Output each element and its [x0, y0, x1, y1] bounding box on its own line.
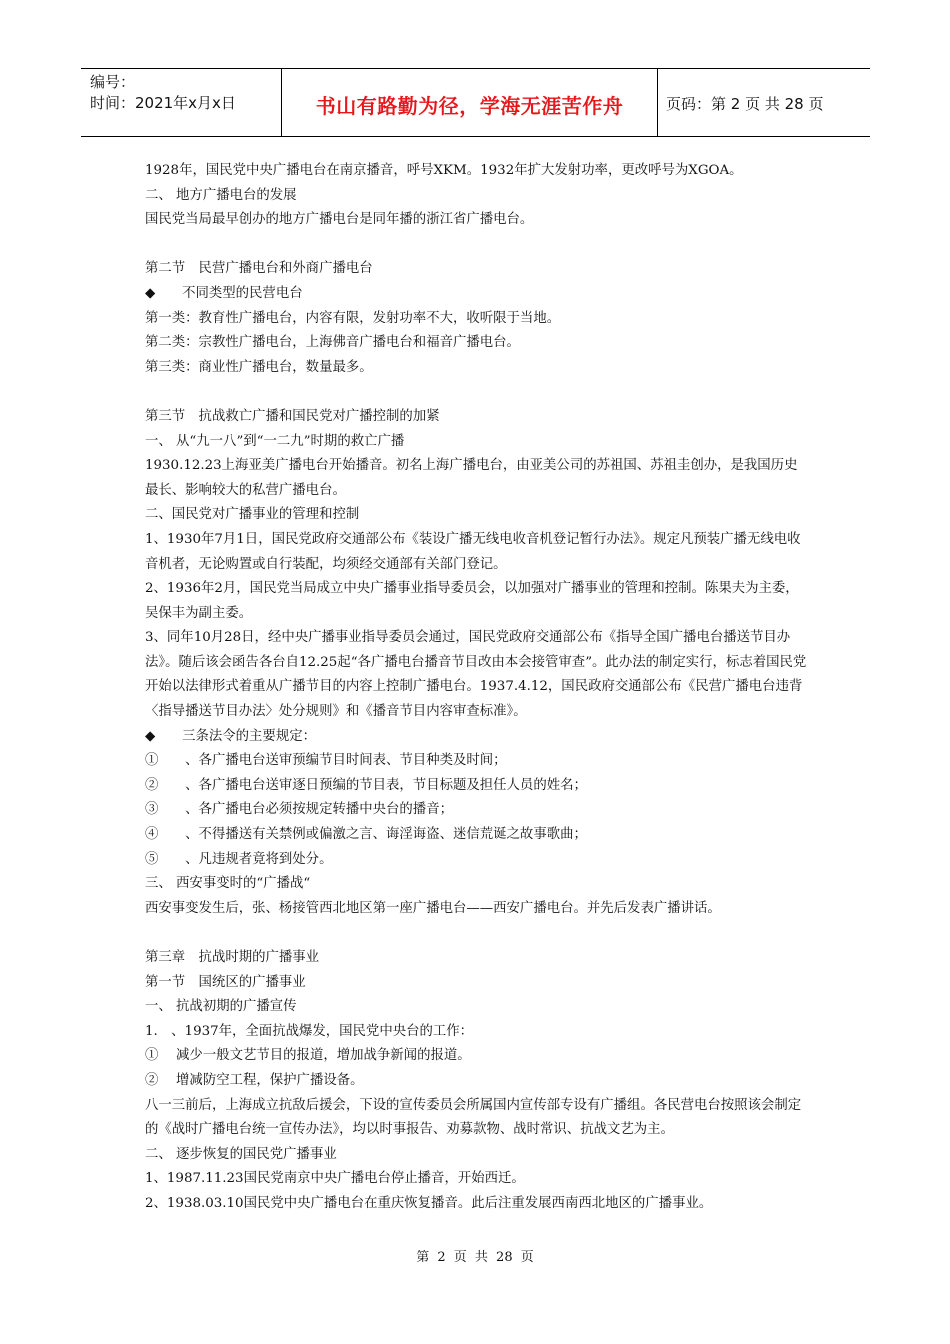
- header-page-number: 页码：第 2 页 共 28 页: [666, 95, 824, 113]
- paragraph: 1. 、1937年，全面抗战爆发，国民党中央台的工作：: [145, 1023, 474, 1039]
- paragraph: 第二类：宗教性广播电台，上海佛音广播电台和福音广播电台。: [145, 335, 520, 351]
- header-motto: 书山有路勤为径，学海无涯苦作舟: [282, 69, 658, 136]
- paragraph: 1930.12.23上海亚美广播电台开始播音。初名上海广播电台，由亚美公司的苏祖国、苏祖圭创办，是我国历史最长、影响较大的私营广播电台。: [145, 458, 798, 498]
- section-heading: 第二节 民营广播电台和外商广播电台: [145, 261, 373, 277]
- page-header: [81, 68, 870, 137]
- list-item: ② 增减防空工程，保护广播设备。: [145, 1072, 364, 1088]
- list-item: ② 、各广播电台送审逐日预编的节目表，节目标题及担任人员的姓名；: [145, 777, 587, 793]
- list-item: ④ 、不得播送有关禁例或偏激之言、诲淫诲盗、迷信荒诞之故事歌曲；: [145, 827, 587, 843]
- blank-line: [145, 233, 809, 258]
- paragraph: 国民党当局最早创办的地方广播电台是同年播的浙江省广播电台。: [145, 212, 534, 228]
- section-heading: 一、 从“九一八”到“一二九”时期的救亡广播: [145, 433, 405, 449]
- bullet-heading: ◆ 三条法令的主要规定：: [145, 728, 316, 744]
- paragraph: 2、1936年2月，国民党当局成立中央广播事业指导委员会，以加强对广播事业的管理和控制。陈果夫为主委，吴保丰为副主委。: [145, 581, 799, 621]
- section-heading: 二、 地方广播电台的发展: [145, 187, 297, 203]
- section-heading: 一、 抗战初期的广播宣传: [145, 999, 297, 1015]
- section-heading: 三、 西安事变时的“广播战“: [145, 876, 311, 892]
- list-item: ③ 、各广播电台必须按规定转播中央台的播音；: [145, 802, 453, 818]
- blank-line: [145, 380, 809, 405]
- paragraph: 1928年，国民党中央广播电台在南京播音，呼号XKM。1932年扩大发射功率，更改呼号为XGOA。: [145, 163, 743, 178]
- header-meta: [81, 69, 282, 136]
- paragraph: 八一三前后，上海成立抗敌后援会，下设的宣传委员会所属国内宣传部专设有广播组。各民营电台按照该会制定的《战时广播电台统一宣传办法》，均以时事报告、劝募款物、战时常识、抗战文艺为主。: [145, 1097, 802, 1138]
- document-body: [145, 159, 809, 1217]
- list-item: ⑤ 、凡违规者竟将到处分。: [145, 851, 333, 867]
- section-heading: 二、 逐步恢复的国民党广播事业: [145, 1146, 337, 1162]
- paragraph: 西安事变发生后，张、杨接管西北地区第一座广播电台——西安广播电台。并先后发表广播讲话。: [145, 900, 721, 916]
- document-number-label: 编号：: [90, 73, 136, 91]
- blank-line: [145, 921, 809, 946]
- paragraph: 第三类：商业性广播电台，数量最多。: [145, 359, 373, 375]
- paragraph: 第一类：教育性广播电台，内容有限，发射功率不大，收听限于当地。: [145, 310, 561, 326]
- document-date-label: 时间：2021年x月x日: [90, 94, 236, 112]
- section-heading: 第三节 抗战救亡广播和国民党对广播控制的加紧: [145, 408, 440, 424]
- paragraph: 2、1938.03.10国民党中央广播电台在重庆恢复播音。此后注重发展西南西北地区的广播事业。: [145, 1195, 713, 1211]
- list-item: ① 减少一般文艺节目的报道，增加战争新闻的报道。: [145, 1048, 471, 1064]
- paragraph: 3、同年10月28日，经中央广播事业指导委员会通过，国民党政府交通部公布《指导全国广播电台播送节目办法》。随后该会函告各台自12.25起“各广播电台播音节目改由本会接管审查”。此办法的制定实行，标志着国民党开始以法律形式着重从广播节目的内容上控制广播电台。1937.4.12，国民政府交通部公布《民营广播电台违背〈指导播送节目办法〉处分规则》和《播音节目内容审查标准》。: [145, 630, 807, 720]
- page-footer: 第 2 页 共 28 页: [416, 1250, 534, 1265]
- paragraph: 1、1930年7月1日，国民党政府交通部公布《装设广播无线电收音机登记暂行办法》。规定凡预装广播无线电收音机者，无论购置或自行装配，均须经交通部有关部门登记。: [145, 531, 801, 572]
- list-item: ① 、各广播电台送审预编节目时间表、节目种类及时间；: [145, 753, 507, 769]
- chapter-heading: 第三章 抗战时期的广播事业: [145, 950, 320, 965]
- paragraph: 1、1987.11.23国民党南京中央广播电台停止播音，开始西迁。: [145, 1171, 525, 1187]
- section-heading: 第一节 国统区的广播事业: [145, 974, 306, 990]
- section-heading: 二、国民党对广播事业的管理和控制: [145, 507, 360, 523]
- bullet-heading: ◆ 不同类型的民营电台: [145, 285, 303, 301]
